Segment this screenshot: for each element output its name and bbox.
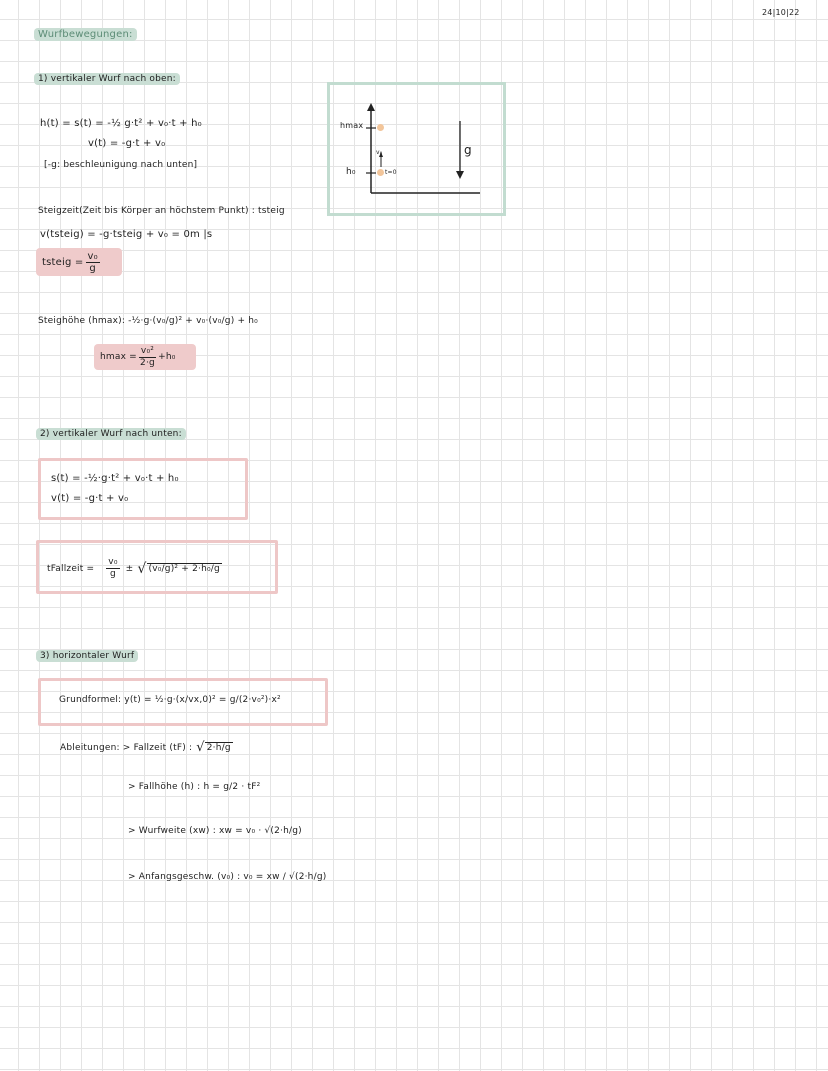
anfangsgeschwindigkeit: > Anfangsgeschw. (v₀) : v₀ = xw / √(2·h/g) xyxy=(128,872,327,882)
tsteig-result xyxy=(36,248,122,276)
section-3-heading: 3) horizontaler Wurf xyxy=(36,650,138,662)
page-title: Wurfbewegungen: xyxy=(34,28,137,41)
start-point xyxy=(377,169,384,176)
diagram-axes xyxy=(330,85,503,213)
s1-equation-velocity: v(t) = -g·t + v₀ xyxy=(88,138,166,149)
wurfweite: > Wurfweite (xw) : xw = v₀ · √(2·h/g) xyxy=(128,826,302,836)
throw-diagram xyxy=(327,82,506,216)
fallzeit-box xyxy=(36,540,278,594)
fallzeit-lhs: tFallzeit = xyxy=(47,563,95,574)
section-2-heading: 2) vertikaler Wurf nach unten: xyxy=(36,428,186,440)
steigzeit-equation: v(tsteig) = -g·tsteig + v₀ = 0m |s xyxy=(40,229,213,240)
fallzeit-value: 2·h/g xyxy=(206,743,231,753)
fallzeit-pm: ± xyxy=(125,563,134,574)
ableitungen-label: Ableitungen: > Fallzeit (tF) : xyxy=(60,742,193,753)
hmax-numerator: v₀² xyxy=(140,345,155,356)
diagram-hmax-label: hmax xyxy=(340,121,364,130)
tsteig-lhs: tsteig = xyxy=(42,256,84,268)
s1-note: [-g: beschleunigung nach unten] xyxy=(44,160,198,170)
fallzeit-numerator: v₀ xyxy=(108,557,118,567)
hmax-point xyxy=(377,124,384,131)
date: 24|10|22 xyxy=(762,8,800,17)
s2-equation-velocity: v(t) = -g·t + v₀ xyxy=(51,493,129,504)
hmax-result xyxy=(94,344,196,370)
fallzeit-denominator: g xyxy=(110,569,116,579)
section-1-heading: 1) vertikaler Wurf nach oben: xyxy=(34,73,180,85)
diagram-g-label: g xyxy=(464,143,472,157)
diagram-t0-label: t=0 xyxy=(385,169,397,176)
diagram-h0-label: h₀ xyxy=(346,167,356,177)
hmax-denominator: 2·g xyxy=(140,357,155,368)
grundformel: Grundformel: y(t) = ½·g·(x/vx,0)² = g/(2·v₀²)·x² xyxy=(59,695,281,705)
s2-equation-position: s(t) = -½·g·t² + v₀·t + h₀ xyxy=(51,473,179,484)
s2-equations-box xyxy=(38,458,248,520)
hmax-lhs: hmax = xyxy=(100,352,137,362)
fallzeit-sqrt: (v₀/g)² + 2·h₀/g xyxy=(148,564,220,574)
s1-equation-height: h(t) = s(t) = -½ g·t² + v₀·t + h₀ xyxy=(40,118,202,129)
tsteig-denominator: g xyxy=(89,262,96,274)
ableitungen: Ableitungen: > Fallzeit (tF) : √ 2·h/g xyxy=(60,740,231,755)
diagram-v0-label: v₀ xyxy=(376,149,383,156)
hmax-rhs: +h₀ xyxy=(158,352,176,362)
steighoehe-equation: Steighöhe (hmax): -½·g·(v₀/g)² + v₀·(v₀/g) + h₀ xyxy=(38,316,258,326)
grundformel-box xyxy=(38,678,328,726)
steigzeit-title: Steigzeit(Zeit bis Körper an höchstem Punkt) : tsteig xyxy=(38,206,285,216)
tsteig-numerator: v₀ xyxy=(87,250,98,262)
fallzeit-equation: tFallzeit = $\frac{\text{v₀}}{g}$ ± √ (v₀/g)² + 2·h₀/g xyxy=(47,557,220,579)
fallhoehe: > Fallhöhe (h) : h = g/2 · tF² xyxy=(128,782,261,792)
